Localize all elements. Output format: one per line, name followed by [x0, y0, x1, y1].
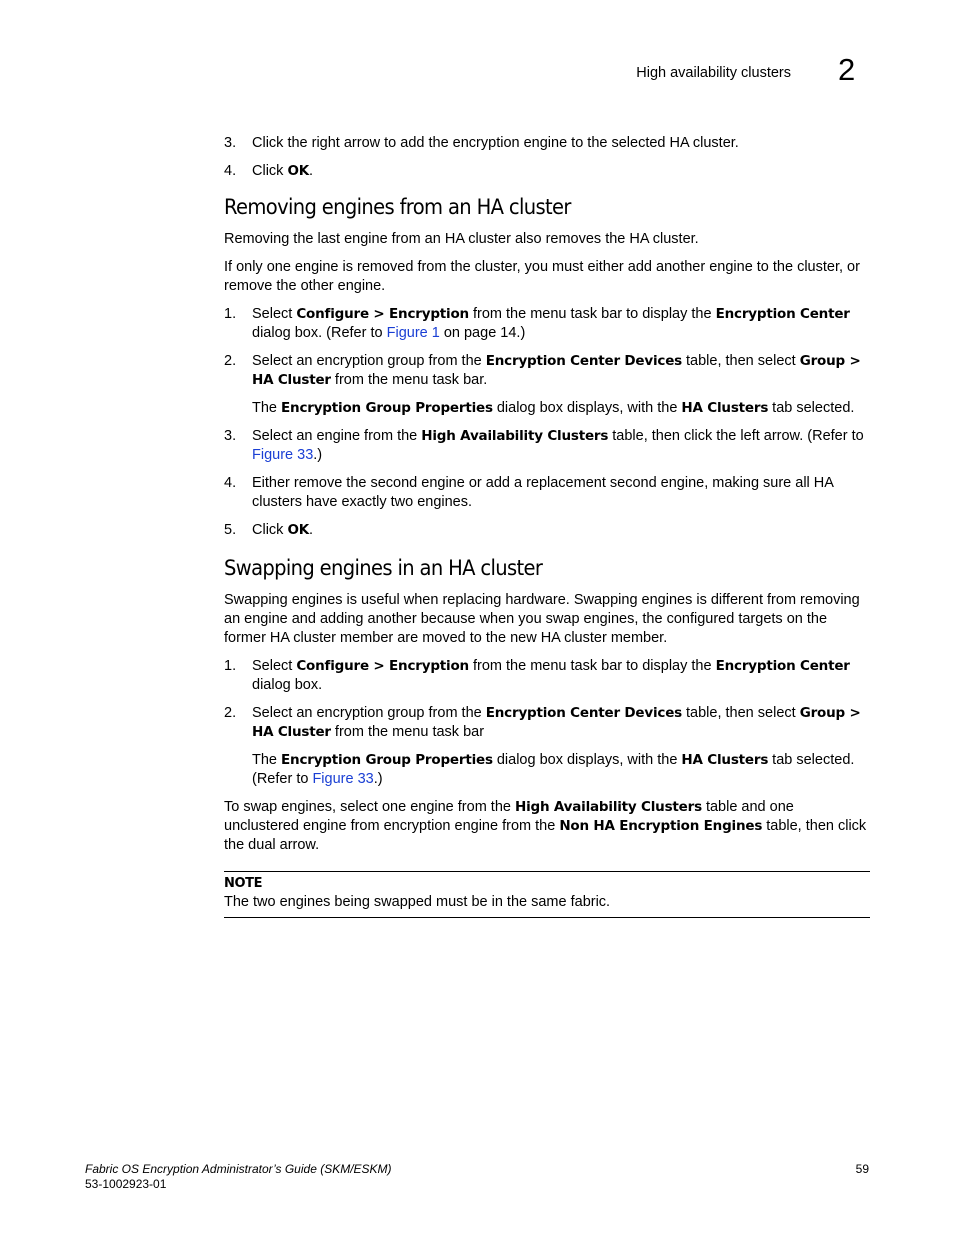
para-text: table and one unclustered engine from encryption engine from the — [224, 799, 794, 834]
step-text: . — [309, 522, 314, 538]
table-name: High Availability Clusters — [514, 799, 702, 815]
step-text: from the menu task bar. — [330, 372, 488, 388]
note-box — [224, 871, 870, 918]
step-text: Select an engine from the — [252, 428, 422, 444]
intro-step-4 — [224, 162, 870, 181]
table-name: Encryption Center Devices — [485, 705, 682, 721]
figure-link[interactable]: Figure 1 — [386, 325, 440, 341]
step-text: dialog box. (Refer to — [252, 325, 387, 341]
running-header-title: High availability clusters — [636, 65, 791, 81]
swapping-step-2 — [224, 704, 870, 742]
step-text: .) — [313, 447, 323, 463]
section-heading-swapping: Swapping engines in an HA cluster — [224, 556, 543, 580]
footer-doc-info — [85, 1162, 392, 1192]
swapping-step-2-result — [224, 751, 870, 789]
step-text: tab selected. (Refer to — [252, 752, 855, 787]
removing-step-3 — [224, 427, 870, 465]
step-text: table, then click the left arrow. (Refer to — [608, 428, 864, 444]
swapping-step-1 — [224, 657, 870, 695]
step-text: Click — [252, 522, 288, 538]
footer-doc-title: Fabric OS Encryption Administrator’s Guide (SKM/ESKM) — [85, 1162, 392, 1176]
para-text: table, then click the dual arrow. — [224, 818, 867, 853]
table-name: Non HA Encryption Engines — [559, 818, 763, 834]
step-text: Either remove the second engine or add a replacement second engine, making sure all HA clusters have exactly two engines. — [252, 475, 834, 510]
tab-name: HA Clusters — [681, 752, 769, 768]
step-text: Select — [252, 306, 297, 322]
step-text: dialog box displays, with the — [492, 752, 682, 768]
para-text: To swap engines, select one engine from the — [224, 799, 515, 815]
dialog-name: Encryption Group Properties — [281, 400, 493, 416]
page-number: 59 — [855, 1162, 869, 1176]
step-text: from the menu task bar — [330, 724, 485, 740]
step-text: Click the right arrow to add the encryption engine to the selected HA cluster. — [252, 135, 739, 151]
note-label: NOTE — [224, 876, 263, 891]
removing-step-2-result — [224, 399, 870, 418]
dialog-name: Encryption Center — [715, 658, 850, 674]
removing-step-5 — [224, 521, 870, 540]
step-text: table, then select — [682, 353, 800, 369]
step-number: 2. — [224, 705, 237, 721]
table-name: High Availability Clusters — [421, 428, 609, 444]
step-text: dialog box displays, with the — [492, 400, 682, 416]
note-text: The two engines being swapped must be in the same fabric. — [224, 894, 611, 910]
footer-doc-code: 53-1002923-01 — [85, 1177, 167, 1191]
step-text: on page 14.) — [439, 325, 526, 341]
step-text: Select — [252, 658, 297, 674]
step-number: 5. — [224, 522, 237, 538]
step-text: Select an encryption group from the — [252, 705, 486, 721]
menu-path: Configure > Encryption — [296, 306, 469, 322]
intro-step-3 — [224, 134, 870, 153]
step-number: 2. — [224, 353, 237, 369]
step-number: 4. — [224, 163, 237, 179]
chapter-number: 2 — [838, 52, 856, 87]
step-text: .) — [373, 771, 383, 787]
section-heading-removing: Removing engines from an HA cluster — [224, 195, 571, 219]
tab-name: HA Clusters — [681, 400, 769, 416]
removing-step-1 — [224, 305, 870, 343]
figure-link[interactable]: Figure 33 — [252, 447, 314, 463]
step-text: The — [252, 400, 282, 416]
paragraph: If only one engine is removed from the cluster, you must either add another engine to the cluster, or remove the other engine. — [224, 259, 860, 294]
dialog-name: Encryption Center — [715, 306, 850, 322]
step-number: 3. — [224, 135, 237, 151]
step-text: . — [309, 163, 314, 179]
removing-step-4 — [224, 474, 870, 512]
step-text: dialog box. — [252, 677, 323, 693]
step-text: tab selected. — [768, 400, 855, 416]
dialog-name: Encryption Group Properties — [281, 752, 493, 768]
menu-path: Group > HA Cluster — [252, 705, 861, 740]
figure-link[interactable]: Figure 33 — [312, 771, 374, 787]
menu-path: Group > HA Cluster — [252, 353, 861, 388]
step-text: Select an encryption group from the — [252, 353, 486, 369]
step-text: table, then select — [682, 705, 800, 721]
removing-step-2 — [224, 352, 870, 390]
step-text: from the menu task bar to display the — [468, 658, 716, 674]
step-text: Click — [252, 163, 288, 179]
step-text: The — [252, 752, 282, 768]
step-number: 4. — [224, 475, 237, 491]
menu-path: Configure > Encryption — [296, 658, 469, 674]
paragraph: Removing the last engine from an HA cluster also removes the HA cluster. — [224, 231, 699, 247]
paragraph: Swapping engines is useful when replacing hardware. Swapping engines is different from removing an engine and adding another because when you swap engines, the configured targets on the former HA cluster member are moved to the new HA cluster member. — [224, 592, 860, 646]
paragraph-swap-instructions — [224, 798, 870, 855]
step-number: 3. — [224, 428, 237, 444]
ok-label: OK — [287, 522, 309, 538]
step-text: from the menu task bar to display the — [468, 306, 716, 322]
table-name: Encryption Center Devices — [485, 353, 682, 369]
main-content — [224, 134, 870, 918]
step-number: 1. — [224, 306, 237, 322]
step-number: 1. — [224, 658, 237, 674]
ok-label: OK — [287, 163, 309, 179]
